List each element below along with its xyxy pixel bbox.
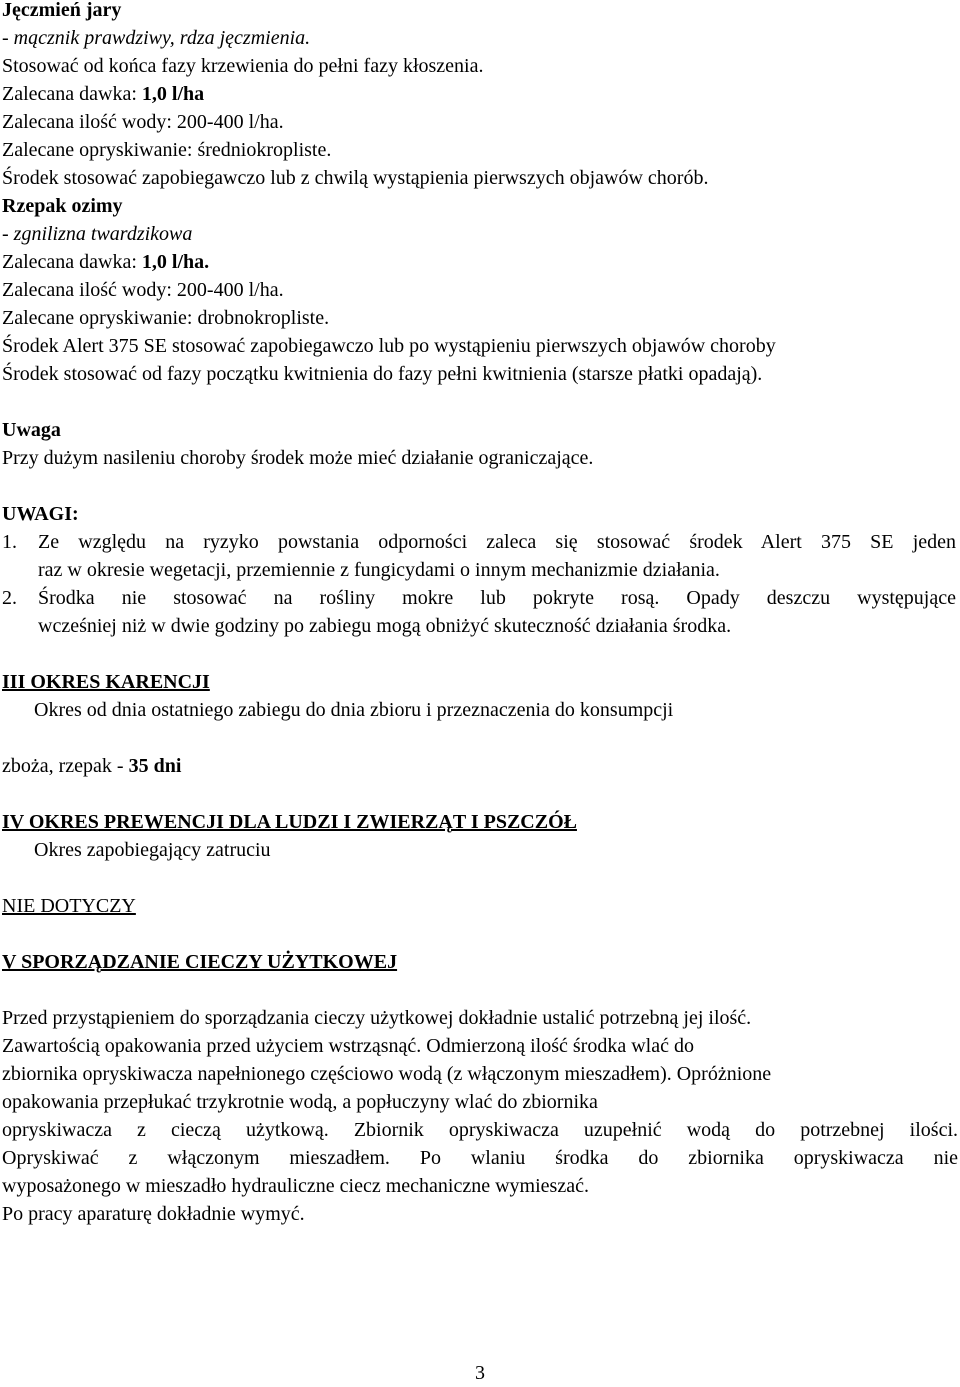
prewencja-title: IV OKRES PREWENCJI DLA LUDZI I ZWIERZĄT I PSZCZÓŁ [2,811,577,833]
uwagi-item1-line1: Ze względu na ryzyko powstania odporności zaleca się stosować środek Alert 375 SE jeden [38,531,956,553]
disease-rapeseed: - zgnilizna twardzikowa [2,223,193,245]
karencja-value [2,752,181,780]
prewencja-value: NIE DOTYCZY [2,895,136,917]
diseases-barley: - mącznik prawdziwy, rdza jęczmienia. [2,27,311,49]
dose-value: 1,0 l/ha. [141,251,210,273]
water-rapeseed: Zalecana ilość wody: 200-400 l/ha. [2,279,284,301]
uwagi-item2-line2: wcześniej niż w dwie godziny po zabiegu mogą obniżyć skuteczność działania środka. [38,615,732,637]
dose-value: 1,0 l/ha [141,83,205,105]
uwagi-item1-num: 1. [2,531,17,553]
dose-label: Zalecana dawka: [2,251,142,273]
dose-rapeseed [2,248,209,276]
ciecz-line: Po pracy aparaturę dokładnie wymyć. [2,1203,305,1225]
uwagi-item1-line2: raz w okresie wegetacji, przemiennie z fungicydami o innym mechanizmie działania. [38,559,720,581]
uwaga-text: Przy dużym nasileniu choroby środek może mieć działanie ograniczające. [2,447,594,469]
ciecz-line: Przed przystąpieniem do sporządzania cieczy użytkowej dokładnie ustalić potrzebną jej ilość. [2,1007,752,1029]
karencja-days: 35 dni [128,755,182,777]
page-number: 3 [475,1362,485,1384]
uwaga-title: Uwaga [2,419,61,441]
uwagi-title: UWAGI: [2,503,79,525]
dose-barley [2,80,204,108]
spraying-barley: Zalecane opryskiwanie: średniokropliste. [2,139,332,161]
spraying-rapeseed: Zalecane opryskiwanie: drobnokropliste. [2,307,330,329]
ciecz-title: V SPORZĄDZANIE CIECZY UŻYTKOWEJ [2,951,398,973]
karencja-title: III OKRES KARENCJI [2,671,210,693]
karencja-text: Okres od dnia ostatniego zabiegu do dnia zbioru i przeznaczenia do konsumpcji [34,699,674,721]
note1-rapeseed: Środek Alert 375 SE stosować zapobiegawczo lub po wystąpieniu pierwszych objawów choroby [2,335,776,357]
crop-title-barley: Jęczmień jary [2,0,122,21]
ciecz-line: wyposażonego w mieszadło hydrauliczne ciecz mechaniczne wymieszać. [2,1175,589,1197]
uwagi-item2-num: 2. [2,587,17,609]
crop-title-rapeseed: Rzepak ozimy [2,195,123,217]
prewencja-text: Okres zapobiegający zatruciu [34,839,271,861]
ciecz-line: opryskiwacza z cieczą użytkową. Zbiornik opryskiwacza uzupełnić wodą do potrzebnej ilości. [2,1119,958,1141]
karencja-value-label: zboża, rzepak - [2,755,129,777]
dose-label: Zalecana dawka: [2,83,142,105]
ciecz-line: opakowania przepłukać trzykrotnie wodą, a popłuczyny wlać do zbiornika [2,1091,598,1113]
ciecz-line: Opryskiwać z włączonym mieszadłem. Po wlaniu środka do zbiornika opryskiwacza nie [2,1147,958,1169]
ciecz-line: Zawartością opakowania przed użyciem wstrząsnąć. Odmierzoną ilość środka wlać do [2,1035,694,1057]
ciecz-line: zbiornika opryskiwacza napełnionego częściowo wodą (z włączonym mieszadłem). Opróżnione [2,1063,772,1085]
timing-barley: Stosować od końca fazy krzewienia do pełni fazy kłoszenia. [2,55,484,77]
water-barley: Zalecana ilość wody: 200-400 l/ha. [2,111,284,133]
note2-rapeseed: Środek stosować od fazy początku kwitnienia do fazy pełni kwitnienia (starsze płatki opadają). [2,363,763,385]
note-barley: Środek stosować zapobiegawczo lub z chwilą wystąpienia pierwszych objawów chorób. [2,167,709,189]
uwagi-item2-line1: Środka nie stosować na rośliny mokre lub pokryte rosą. Opady deszczu występujące [38,587,956,609]
